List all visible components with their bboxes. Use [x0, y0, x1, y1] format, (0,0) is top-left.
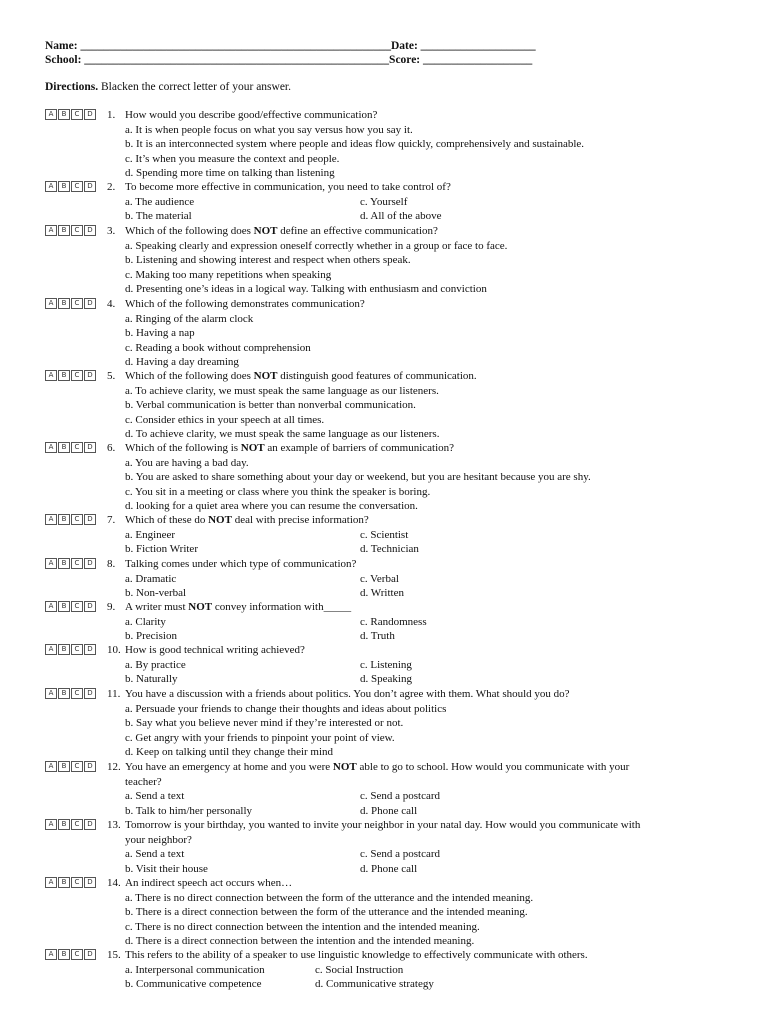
answer-bubble-a[interactable]: A [45, 514, 57, 525]
answer-bubble-a[interactable]: A [45, 601, 57, 612]
option-row [45, 977, 745, 992]
question-line [45, 643, 745, 658]
option-a [45, 456, 745, 471]
option-c [45, 413, 745, 428]
option-b [45, 137, 745, 152]
question-continuation-text: your neighbor? [125, 833, 192, 846]
answer-bubble-b[interactable]: B [58, 688, 70, 699]
option-text: a. To achieve clarity, we must speak the same language as our listeners. [125, 384, 439, 397]
answer-bubble-b[interactable]: B [58, 181, 70, 192]
option-row [45, 804, 745, 819]
question-number: 13. [107, 819, 121, 831]
question-9 [45, 600, 745, 644]
question-text [125, 108, 377, 123]
answer-bubble-b[interactable]: B [58, 514, 70, 525]
question-text-content: Talking comes under which type of communication? [125, 558, 357, 570]
option-text: b. Verbal communication is better than nonverbal communication. [125, 399, 416, 411]
question-text-content: An indirect speech act occurs when… [125, 877, 293, 889]
option-text: c. Get angry with your friends to pinpoint your point of view. [125, 731, 395, 744]
answer-bubbles [45, 442, 96, 453]
option-text: c. You sit in a meeting or class where you think the speaker is boring. [125, 485, 431, 498]
name-row [45, 40, 536, 52]
question-text-post: able to go to school. How would you communicate with your [356, 761, 630, 773]
answer-bubble-d[interactable]: D [84, 949, 96, 960]
answer-bubbles [45, 819, 96, 830]
question-text [125, 687, 570, 702]
option-row [45, 528, 745, 543]
option-row [45, 658, 745, 673]
option-text: a. It is when people focus on what you say versus how you say it. [125, 123, 413, 136]
question-text-emphasis: NOT [332, 761, 357, 773]
question-text-content: Tomorrow is your birthday, you wanted to invite your neighbor in your natal day. How would you communicate with [125, 819, 641, 831]
option-text: c. Making too many repetitions when speaking [125, 268, 332, 281]
option-text: b. Precision [125, 630, 177, 642]
directions [45, 81, 291, 93]
answer-bubble-b[interactable]: B [58, 442, 70, 453]
school-field[interactable]: _____________________________________________________ [84, 54, 390, 66]
question-text-pre: You have an emergency at home and you were [125, 761, 333, 773]
question-text-content: Which of the following demonstrates communication? [125, 298, 365, 310]
option-d [45, 934, 745, 949]
answer-bubbles [45, 370, 96, 381]
question-text-pre: Which of the following does [125, 225, 254, 237]
option-a [45, 312, 745, 327]
question-number: 11. [107, 688, 121, 700]
answer-bubble-a[interactable]: A [45, 949, 57, 960]
question-line [45, 297, 745, 312]
option-c [45, 341, 745, 356]
question-text [125, 180, 451, 195]
option-text: c. Send a postcard [360, 790, 441, 802]
option-row [45, 542, 745, 557]
answer-bubble-a[interactable]: A [45, 688, 57, 699]
option-text: d. Phone call [360, 804, 418, 817]
option-row [45, 586, 745, 601]
option-text: d. Presenting one’s ideas in a logical way. Talking with enthusiasm and conviction [125, 283, 487, 295]
question-line [45, 369, 745, 384]
question-text [125, 369, 477, 384]
answer-bubbles [45, 109, 96, 120]
answer-bubbles [45, 761, 96, 772]
option-text: b. Fiction Writer [125, 543, 198, 555]
question-text-content: To become more effective in communication, you need to take control of? [125, 181, 451, 193]
answer-bubble-a[interactable]: A [45, 298, 57, 309]
question-text [125, 557, 356, 572]
option-row [45, 862, 745, 877]
option-b [45, 398, 745, 413]
answer-bubble-b[interactable]: B [58, 370, 70, 381]
answer-bubble-d[interactable]: D [84, 514, 96, 525]
option-text: b. You are asked to share something about your day or weekend, but you are hesitant because you are shy. [125, 471, 591, 483]
option-text: d. Having a day dreaming [125, 356, 239, 368]
name-field[interactable]: ______________________________________________________ [80, 40, 391, 52]
answer-bubble-d[interactable]: D [84, 181, 96, 192]
question-text [125, 224, 438, 239]
question-line [45, 948, 745, 963]
answer-bubble-c[interactable]: C [71, 514, 83, 525]
answer-bubble-c[interactable]: C [71, 644, 83, 655]
option-text: c. Randomness [360, 615, 427, 628]
option-b [45, 253, 745, 268]
answer-bubble-a[interactable]: A [45, 644, 57, 655]
question-4 [45, 297, 745, 370]
option-a [45, 239, 745, 254]
option-a [45, 384, 745, 399]
question-number: 14. [107, 877, 121, 889]
question-text-content: You have a discussion with a friends about politics. You don’t agree with them. What should you do? [125, 688, 570, 700]
question-5 [45, 369, 745, 442]
option-text: a. Interpersonal communication [125, 963, 265, 976]
answer-bubble-c[interactable]: C [71, 225, 83, 236]
option-row [45, 615, 745, 630]
question-number: 10. [107, 644, 121, 656]
option-text: d. Communicative strategy [315, 978, 434, 990]
option-row [45, 789, 745, 804]
question-number: 12. [107, 761, 121, 773]
question-continuation [45, 775, 745, 790]
date-label: Date: [390, 40, 418, 52]
question-number: 2. [107, 181, 116, 193]
answer-bubbles [45, 949, 96, 960]
question-text-post: an example of barriers of communication? [264, 442, 455, 454]
answer-bubble-c[interactable]: C [71, 688, 83, 699]
question-text-pre: Which of the following is [125, 442, 241, 454]
question-text-content: This refers to the ability of a speaker to use linguistic knowledge to effectively communicate with others. [125, 949, 588, 961]
option-text: b. Having a nap [125, 327, 195, 339]
option-b [45, 470, 745, 485]
question-text [125, 643, 305, 658]
option-text: b. Visit their house [125, 862, 208, 875]
question-15 [45, 948, 745, 992]
option-text: d. There is a direct connection between the intention and the intended meaning. [125, 935, 475, 947]
option-a [45, 891, 745, 906]
directions-text: Blacken the correct letter of your answer. [98, 81, 292, 93]
option-text: c. Verbal [360, 572, 399, 585]
option-text: a. Send a text [125, 848, 185, 860]
answer-bubbles [45, 877, 96, 888]
question-text [125, 818, 640, 833]
option-row [45, 963, 745, 978]
option-text: a. Dramatic [125, 572, 177, 585]
school-row [45, 54, 532, 66]
question-number: 15. [107, 949, 121, 961]
option-row [45, 209, 745, 224]
answer-bubble-c[interactable]: C [71, 819, 83, 830]
option-text: a. Speaking clearly and expression oneself correctly whether in a group or face to face. [125, 239, 508, 252]
option-text: b. It is an interconnected system where people and ideas flow quickly, comprehensively and sustainable. [125, 138, 585, 150]
question-number: 5. [107, 370, 116, 382]
answer-bubble-a[interactable]: A [45, 225, 57, 236]
question-1 [45, 108, 745, 181]
answer-bubble-d[interactable]: D [84, 688, 96, 699]
answer-bubble-b[interactable]: B [58, 225, 70, 236]
option-text: d. All of the above [360, 210, 442, 222]
answer-bubble-c[interactable]: C [71, 877, 83, 888]
answer-bubbles [45, 558, 96, 569]
answer-bubble-c[interactable]: C [71, 601, 83, 612]
option-c [45, 920, 745, 935]
question-number: 9. [107, 601, 116, 613]
answer-bubbles [45, 181, 96, 192]
option-text: d. Spending more time on talking than listening [125, 167, 335, 179]
answer-bubble-c[interactable]: C [71, 370, 83, 381]
answer-bubble-b[interactable]: B [58, 877, 70, 888]
question-number: 7. [107, 514, 116, 526]
option-text: c. Reading a book without comprehension [125, 341, 311, 354]
question-text-post: define an effective communication? [277, 225, 438, 237]
option-text: d. Keep on talking until they change their mind [125, 746, 334, 758]
question-line [45, 224, 745, 239]
option-d [45, 427, 745, 442]
option-text: c. Listening [360, 658, 412, 671]
option-text: d. looking for a quiet area where you can resume the conversation. [125, 500, 418, 512]
question-text-emphasis: NOT [253, 370, 278, 382]
option-a [45, 702, 745, 717]
question-text [125, 297, 365, 312]
answer-bubble-c[interactable]: C [71, 761, 83, 772]
answer-bubbles [45, 688, 96, 699]
question-text-pre: Which of the following does [125, 370, 254, 382]
answer-bubble-b[interactable]: B [58, 819, 70, 830]
answer-bubble-a[interactable]: A [45, 558, 57, 569]
answer-bubble-d[interactable]: D [84, 225, 96, 236]
question-text [125, 441, 454, 456]
answer-bubble-c[interactable]: C [71, 442, 83, 453]
question-line [45, 557, 745, 572]
option-d [45, 282, 745, 297]
option-a [45, 123, 745, 138]
question-number: 3. [107, 225, 116, 237]
answer-bubble-c[interactable]: C [71, 109, 83, 120]
answer-bubble-a[interactable]: A [45, 819, 57, 830]
question-text [125, 876, 292, 891]
answer-bubble-a[interactable]: A [45, 109, 57, 120]
option-row [45, 672, 745, 687]
option-b [45, 905, 745, 920]
option-text: a. Persuade your friends to change their thoughts and ideas about politics [125, 702, 447, 715]
answer-bubble-d[interactable]: D [84, 109, 96, 120]
answer-bubble-d[interactable]: D [84, 558, 96, 569]
question-3 [45, 224, 745, 297]
answer-bubble-d[interactable]: D [84, 601, 96, 612]
answer-bubble-c[interactable]: C [71, 949, 83, 960]
question-continuation-text: teacher? [125, 775, 162, 788]
option-d [45, 166, 745, 181]
question-text-pre: Which of these do [125, 514, 209, 526]
directions-label: Directions. [45, 81, 99, 93]
option-text: b. There is a direct connection between the form of the utterance and the intended meaning. [125, 906, 528, 918]
question-text [125, 513, 369, 528]
option-text: c. It’s when you measure the context and people. [125, 152, 340, 165]
option-text: d. Truth [360, 630, 395, 642]
name-label: Name: [45, 40, 78, 52]
question-text-post: convey information with_____ [212, 601, 352, 613]
question-6 [45, 441, 745, 514]
question-number: 8. [107, 558, 116, 570]
answer-bubbles [45, 225, 96, 236]
question-13 [45, 818, 745, 876]
question-text-post: distinguish good features of communication. [277, 370, 477, 382]
question-text-pre: A writer must [125, 601, 189, 613]
option-d [45, 355, 745, 370]
answer-bubble-a[interactable]: A [45, 442, 57, 453]
school-label: School: [45, 54, 82, 66]
question-14 [45, 876, 745, 949]
option-b [45, 326, 745, 341]
answer-bubble-b[interactable]: B [58, 109, 70, 120]
question-number: 1. [107, 109, 116, 121]
option-text: b. Non-verbal [125, 587, 187, 599]
answer-bubble-d[interactable]: D [84, 819, 96, 830]
answer-bubble-b[interactable]: B [58, 601, 70, 612]
question-text-emphasis: NOT [240, 442, 265, 454]
option-text: a. Ringing of the alarm clock [125, 312, 254, 325]
answer-bubble-d[interactable]: D [84, 370, 96, 381]
option-text: c. Send a postcard [360, 848, 441, 860]
option-text: a. Clarity [125, 615, 166, 628]
option-text: b. Communicative competence [125, 978, 262, 990]
question-line [45, 108, 745, 123]
question-text-emphasis: NOT [188, 601, 213, 613]
answer-bubble-b[interactable]: B [58, 558, 70, 569]
question-text-emphasis: NOT [208, 514, 232, 526]
option-b [45, 716, 745, 731]
option-text: d. To achieve clarity, we must speak the same language as our listeners. [125, 428, 440, 440]
question-12 [45, 760, 745, 818]
answer-bubble-d[interactable]: D [84, 761, 96, 772]
option-text: a. The audience [125, 195, 195, 208]
option-text: b. Talk to him/her personally [125, 804, 253, 817]
question-2 [45, 180, 745, 224]
answer-bubble-d[interactable]: D [84, 298, 96, 309]
option-text: a. There is no direct connection between the form of the utterance and the intended meaning. [125, 891, 534, 904]
question-11 [45, 687, 745, 760]
option-text: b. Naturally [125, 673, 178, 685]
answer-bubbles [45, 514, 96, 525]
question-text [125, 948, 588, 963]
option-text: c. There is no direct connection between the intention and the intended meaning. [125, 920, 480, 933]
answer-bubbles [45, 601, 96, 612]
question-number: 6. [107, 442, 116, 454]
answer-bubbles [45, 298, 96, 309]
option-c [45, 485, 745, 500]
question-line [45, 818, 745, 833]
option-text: c. Scientist [360, 528, 409, 541]
answer-bubbles [45, 644, 96, 655]
question-text [125, 600, 351, 615]
option-text: c. Yourself [360, 195, 408, 208]
question-line [45, 876, 745, 891]
option-text: b. Say what you believe never mind if they’re interested or not. [125, 717, 404, 729]
question-line [45, 441, 745, 456]
option-text: d. Phone call [360, 862, 418, 875]
answer-bubble-b[interactable]: B [58, 949, 70, 960]
date-field[interactable]: ____________________ [420, 40, 536, 52]
option-text: d. Written [360, 587, 404, 599]
question-8 [45, 557, 745, 601]
question-10 [45, 643, 745, 687]
question-line [45, 687, 745, 702]
option-text: c. Social Instruction [315, 963, 404, 976]
option-text: a. You are having a bad day. [125, 456, 249, 469]
option-text: d. Technician [360, 543, 419, 555]
option-text: b. Listening and showing interest and respect when others speak. [125, 254, 411, 266]
answer-bubble-c[interactable]: C [71, 558, 83, 569]
option-text: a. Send a text [125, 790, 185, 802]
answer-bubble-a[interactable]: A [45, 181, 57, 192]
option-c [45, 152, 745, 167]
question-text-post: deal with precise information? [231, 514, 369, 526]
option-row [45, 847, 745, 862]
answer-bubble-d[interactable]: D [84, 442, 96, 453]
option-c [45, 731, 745, 746]
question-line [45, 600, 745, 615]
question-text-emphasis: NOT [253, 225, 278, 237]
score-field[interactable]: ___________________ [423, 54, 533, 66]
option-text: c. Consider ethics in your speech at all times. [125, 413, 325, 426]
option-text: a. Engineer [125, 528, 176, 541]
answer-bubble-c[interactable]: C [71, 181, 83, 192]
answer-bubble-a[interactable]: A [45, 761, 57, 772]
option-text: b. The material [125, 210, 192, 222]
question-text-content: How is good technical writing achieved? [125, 644, 305, 656]
answer-bubble-d[interactable]: D [84, 877, 96, 888]
option-c [45, 268, 745, 283]
option-row [45, 629, 745, 644]
question-line [45, 513, 745, 528]
option-text: a. By practice [125, 658, 186, 671]
question-text-content: How would you describe good/effective communication? [125, 109, 378, 121]
option-text: d. Speaking [360, 673, 412, 685]
question-number: 4. [107, 298, 116, 310]
option-row [45, 572, 745, 587]
answer-bubble-a[interactable]: A [45, 370, 57, 381]
answer-bubble-a[interactable]: A [45, 877, 57, 888]
question-7 [45, 513, 745, 557]
question-text [125, 760, 629, 775]
answer-bubble-d[interactable]: D [84, 644, 96, 655]
option-d [45, 499, 745, 514]
option-d [45, 745, 745, 760]
question-line [45, 180, 745, 195]
question-line [45, 760, 745, 775]
answer-bubble-b[interactable]: B [58, 298, 70, 309]
question-continuation [45, 833, 745, 848]
answer-bubble-b[interactable]: B [58, 761, 70, 772]
answer-bubble-b[interactable]: B [58, 644, 70, 655]
score-label: Score: [389, 54, 421, 66]
option-row [45, 195, 745, 210]
answer-bubble-c[interactable]: C [71, 298, 83, 309]
